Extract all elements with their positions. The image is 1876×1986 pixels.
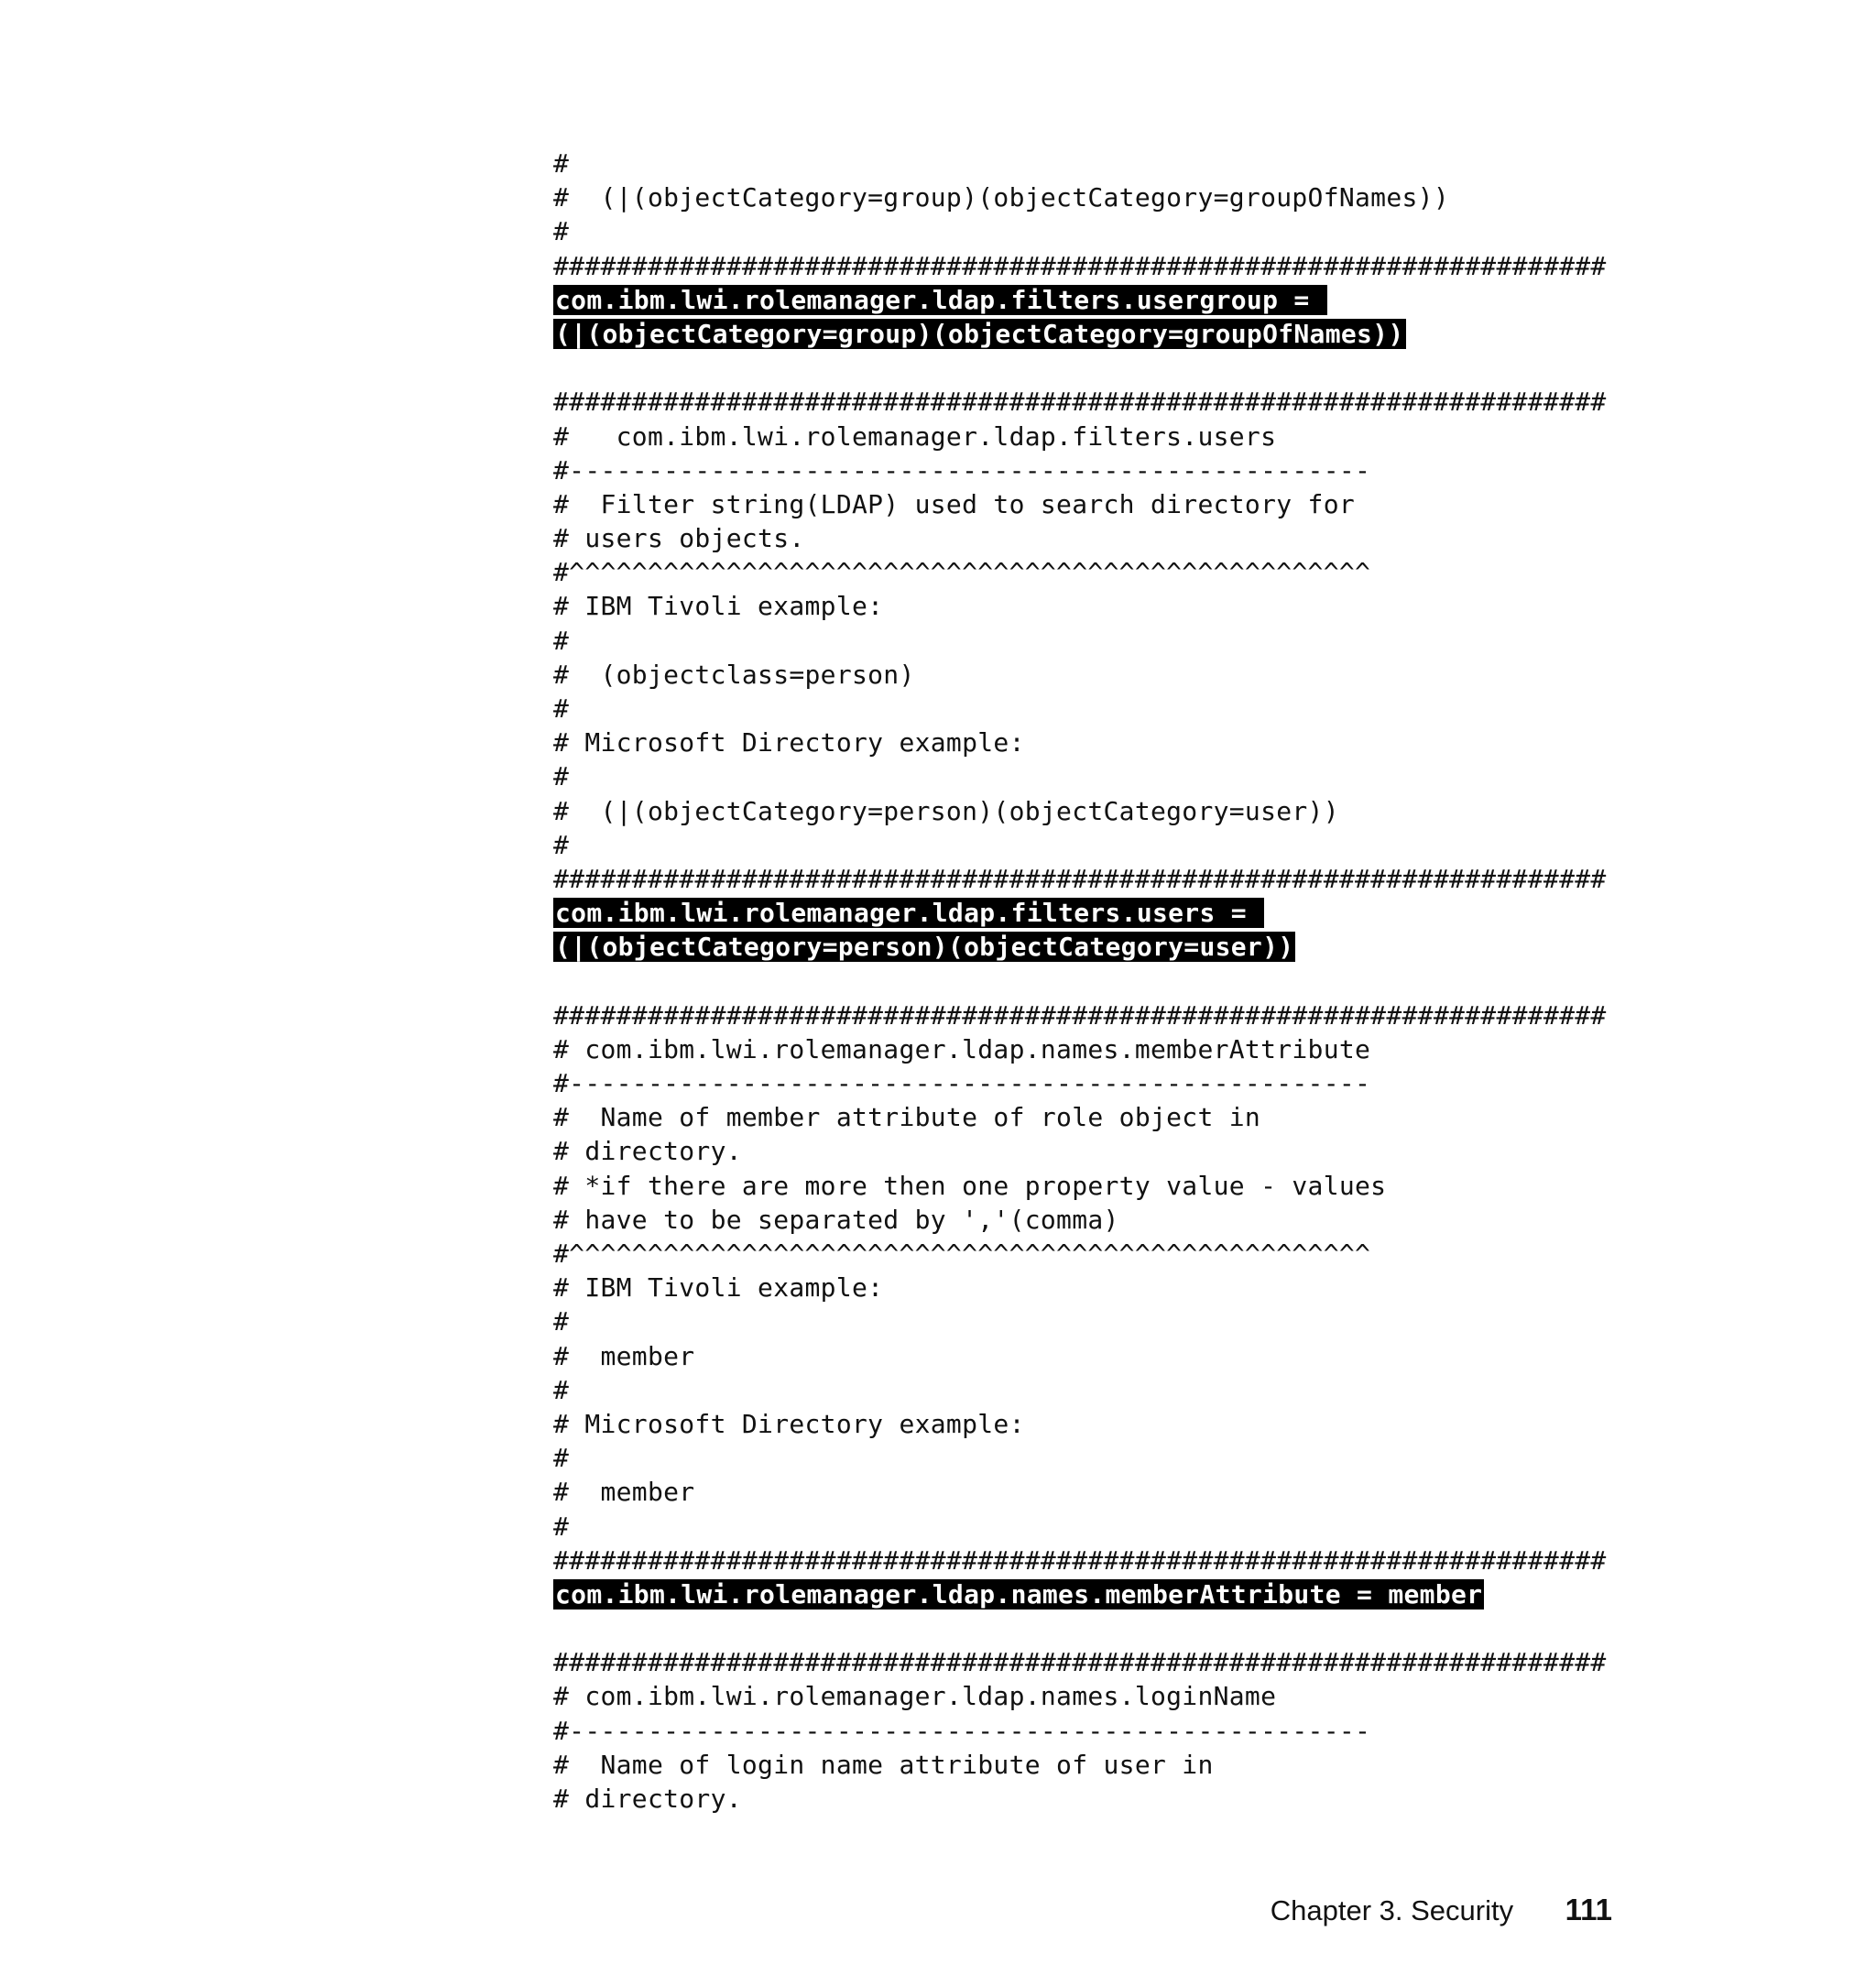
code-line-text: #: [553, 829, 570, 860]
code-line-text: # directory.: [553, 1136, 742, 1167]
code-line-text: ###################################################################: [553, 250, 1607, 281]
code-line-text: com.ibm.lwi.rolemanager.ldap.filters.usergroup =: [555, 284, 1325, 315]
code-line-text: # Name of member attribute of role object in: [553, 1102, 1261, 1133]
code-line-text: #: [553, 693, 570, 724]
code-line-text: #---------------------------------------------------: [553, 1715, 1371, 1746]
code-line: [553, 147, 1561, 180]
code-line: [553, 1100, 1561, 1134]
code-line-text: #---------------------------------------------------: [553, 1068, 1371, 1099]
code-line: [553, 214, 1561, 248]
code-line: [553, 1237, 1561, 1271]
code-line: [553, 385, 1607, 419]
code-line: [553, 487, 1561, 521]
code-line-text: com.ibm.lwi.rolemanager.ldap.filters.users =: [555, 898, 1263, 929]
code-line: [553, 794, 1561, 828]
code-line: [553, 624, 1561, 658]
code-line: [553, 521, 1561, 555]
code-line-text: ###################################################################: [553, 863, 1607, 894]
code-line-text: # IBM Tivoli example:: [553, 591, 884, 622]
code-line-text: #: [553, 216, 570, 247]
code-line: [553, 1611, 1561, 1645]
highlighted-code-line: [553, 1577, 1561, 1611]
code-line: [553, 692, 1561, 726]
code-line: [553, 1032, 1561, 1066]
code-line: [553, 1441, 1561, 1475]
code-line: [553, 453, 1561, 487]
code-line: [553, 1134, 1561, 1168]
code-line: [553, 1645, 1607, 1679]
code-line: [553, 1544, 1607, 1577]
code-line-text: (|(objectCategory=person)(objectCategory=user)): [555, 932, 1294, 963]
highlighted-code-line: [553, 317, 1561, 351]
code-line-text: # member: [553, 1477, 695, 1508]
code-line-text: #: [553, 761, 570, 792]
code-line-text: # *if there are more then one property value - values: [553, 1170, 1387, 1201]
code-line: [553, 1475, 1561, 1509]
code-line-text: #^^^^^^^^^^^^^^^^^^^^^^^^^^^^^^^^^^^^^^^^^^^^^^^^^^^: [553, 557, 1371, 588]
code-line: [553, 1373, 1561, 1407]
code-line-text: # member: [553, 1340, 695, 1371]
highlighted-code-line: [553, 283, 1561, 317]
code-line-text: # directory.: [553, 1784, 742, 1814]
code-line-text: ###################################################################: [553, 999, 1607, 1031]
code-line: [553, 1169, 1561, 1203]
chapter-title: Chapter 3. Security: [1270, 1894, 1514, 1926]
page-number: 111: [1565, 1893, 1612, 1926]
code-line-text: ###################################################################: [553, 1647, 1607, 1678]
code-line: [553, 555, 1561, 589]
code-line: [553, 420, 1561, 453]
code-line: [553, 1203, 1561, 1237]
code-line: [553, 965, 1561, 998]
code-line: [553, 351, 1561, 385]
code-line: [553, 1271, 1561, 1304]
code-line: [553, 759, 1561, 793]
page-footer: [1099, 1893, 1612, 1927]
code-line-text: ###################################################################: [553, 387, 1607, 418]
code-line: [553, 1066, 1561, 1100]
code-line-text: com.ibm.lwi.rolemanager.ldap.names.memberAttribute = member: [555, 1578, 1483, 1610]
code-line-text: # com.ibm.lwi.rolemanager.ldap.filters.users: [553, 420, 1277, 452]
code-line-text: #: [553, 1306, 570, 1337]
code-line-text: #: [553, 1374, 570, 1405]
code-line-text: #---------------------------------------------------: [553, 454, 1371, 486]
code-line: [553, 998, 1607, 1032]
code-line-text: #: [553, 1511, 570, 1542]
code-line: [553, 1679, 1561, 1713]
highlighted-code-line: [553, 896, 1561, 930]
code-line: [553, 1510, 1561, 1544]
code-line-text: # users objects.: [553, 523, 805, 554]
code-line: [553, 1748, 1561, 1782]
code-line-text: # IBM Tivoli example:: [553, 1272, 884, 1304]
code-line-text: #: [553, 1443, 570, 1474]
code-line: [553, 726, 1561, 759]
code-line: [553, 589, 1561, 623]
code-line-text: # (objectclass=person): [553, 659, 915, 690]
code-line: [553, 862, 1607, 896]
code-line-text: # Name of login name attribute of user in: [553, 1749, 1214, 1780]
code-listing: [553, 147, 1607, 1816]
code-line: [553, 1714, 1561, 1748]
code-line: [553, 180, 1561, 214]
code-line-text: #: [553, 148, 570, 179]
code-line: [553, 658, 1561, 692]
code-line-text: # com.ibm.lwi.rolemanager.ldap.names.memberAttribute: [553, 1033, 1371, 1064]
code-line-text: (|(objectCategory=group)(objectCategory=groupOfNames)): [555, 318, 1404, 349]
code-line-text: #: [553, 625, 570, 656]
code-line: [553, 828, 1561, 862]
code-line-text: # Filter string(LDAP) used to search directory for: [553, 488, 1356, 519]
code-line: [553, 1782, 1561, 1816]
code-line-text: # Microsoft Directory example:: [553, 727, 1025, 758]
code-line-text: # have to be separated by ','(comma): [553, 1204, 1119, 1235]
highlighted-code-line: [553, 930, 1561, 964]
code-line-text: ###################################################################: [553, 1544, 1607, 1576]
code-line: [553, 1407, 1561, 1441]
code-line-text: # Microsoft Directory example:: [553, 1408, 1025, 1439]
code-line: [553, 1339, 1561, 1373]
code-line-text: #^^^^^^^^^^^^^^^^^^^^^^^^^^^^^^^^^^^^^^^^^^^^^^^^^^^: [553, 1239, 1371, 1269]
code-line-text: # (|(objectCategory=group)(objectCategory=groupOfNames)): [553, 182, 1449, 213]
code-line: [553, 249, 1607, 283]
code-line: [553, 1304, 1561, 1338]
code-line-text: # (|(objectCategory=person)(objectCategory=user)): [553, 795, 1339, 826]
code-line-text: # com.ibm.lwi.rolemanager.ldap.names.loginName: [553, 1681, 1277, 1712]
